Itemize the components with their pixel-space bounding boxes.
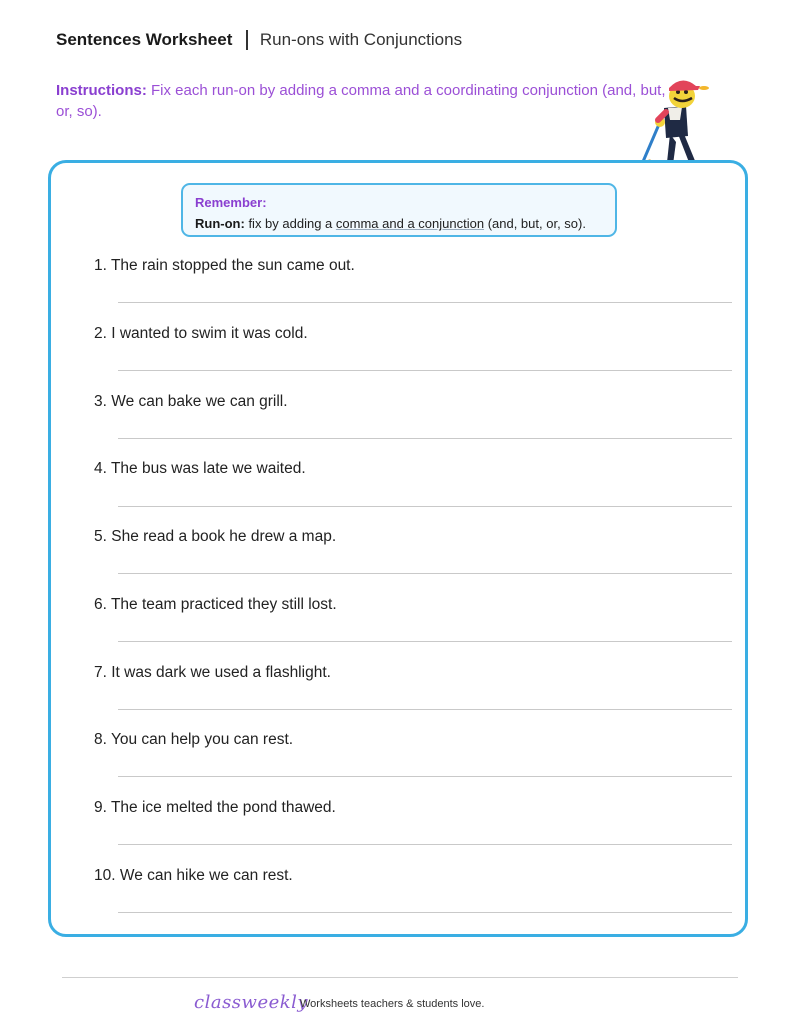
worksheet-panel	[48, 160, 748, 937]
brand-logo: classweekly	[194, 992, 309, 1013]
answer-line-9[interactable]	[118, 844, 732, 845]
question-10: 10. We can hike we can rest.	[94, 867, 293, 884]
instructions-text: Fix each run-on by adding a comma and a coordinating conjunction (and, but, or, so).	[56, 82, 666, 120]
instructions-label: Instructions:	[56, 82, 147, 99]
answer-line-8[interactable]	[118, 776, 732, 777]
answer-line-10[interactable]	[118, 912, 732, 913]
instructions	[56, 80, 676, 122]
question-1: 1. The rain stopped the sun came out.	[94, 257, 355, 274]
question-4: 4. The bus was late we waited.	[94, 460, 306, 477]
worksheet-subtitle: Run-ons with Conjunctions	[259, 30, 463, 49]
answer-line-7[interactable]	[118, 709, 732, 710]
footer-divider	[62, 977, 738, 978]
remember-rule	[195, 213, 603, 234]
remember-box	[181, 183, 617, 237]
answer-line-6[interactable]	[118, 641, 732, 642]
answer-line-2[interactable]	[118, 370, 732, 371]
question-6: 6. The team practiced they still lost.	[94, 596, 337, 613]
question-8: 8. You can help you can rest.	[94, 731, 294, 748]
remember-rule-text-after: (and, but, or, so).	[487, 216, 586, 231]
question-5: 5. She read a book he drew a map.	[94, 528, 337, 545]
remember-rule-text-before: fix by adding a	[248, 216, 333, 231]
answer-line-1[interactable]	[118, 302, 732, 303]
question-2: 2. I wanted to swim it was cold.	[94, 325, 308, 342]
worksheet-header	[56, 30, 462, 50]
answer-line-4[interactable]	[118, 506, 732, 507]
footer-tagline: Worksheets teachers & students love.	[300, 998, 485, 1010]
question-7: 7. It was dark we used a flashlight.	[94, 664, 331, 681]
remember-title: Remember:	[195, 195, 267, 210]
header-divider	[246, 30, 248, 50]
answer-line-5[interactable]	[118, 573, 732, 574]
answer-line-3[interactable]	[118, 438, 732, 439]
worksheet-title: Sentences Worksheet	[56, 30, 233, 49]
remember-rule-underlined: comma and a conjunction	[335, 216, 485, 231]
question-9: 9. The ice melted the pond thawed.	[94, 799, 336, 816]
remember-rule-label: Run-on:	[195, 216, 245, 231]
question-3: 3. We can bake we can grill.	[94, 393, 288, 410]
